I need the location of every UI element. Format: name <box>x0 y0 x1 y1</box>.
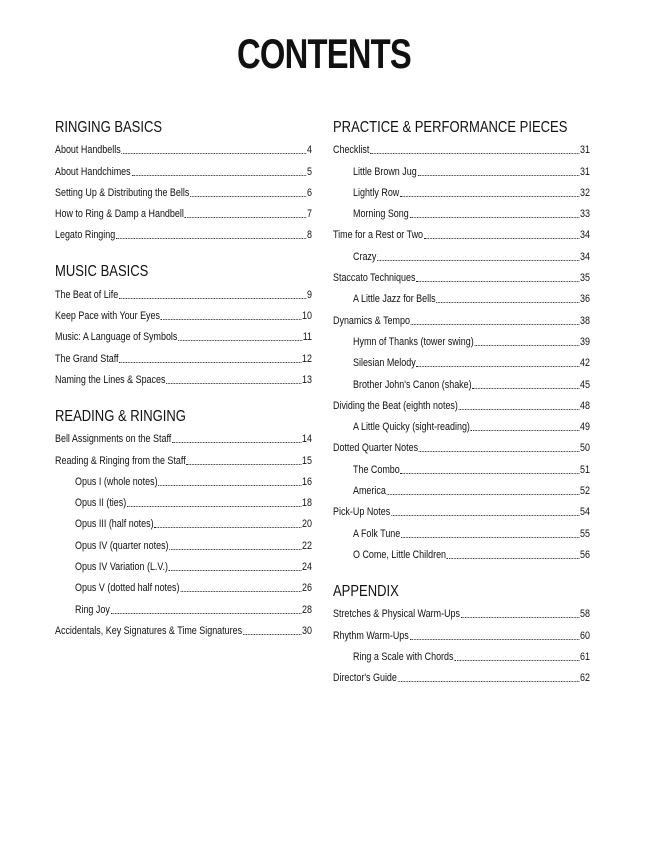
toc-entry[interactable] <box>333 203 590 224</box>
toc-entry-page: 13 <box>302 373 312 386</box>
toc-entry[interactable] <box>55 492 312 513</box>
dot-leader <box>154 527 301 528</box>
toc-entry[interactable] <box>55 182 312 203</box>
toc-entry-page: 31 <box>580 165 590 178</box>
toc-entry[interactable] <box>333 522 590 543</box>
toc-entry-label: Morning Song <box>353 208 409 221</box>
toc-entry-label: Rhythm Warm-Ups <box>333 629 409 642</box>
toc-entry-label: A Little Quicky (sight-reading) <box>353 421 470 434</box>
dot-leader <box>169 570 301 571</box>
dot-leader <box>387 494 580 495</box>
toc-entry-page: 56 <box>580 548 590 561</box>
toc-entry-label: Checklist <box>333 144 370 157</box>
toc-entry[interactable] <box>333 437 590 458</box>
dot-leader <box>180 591 301 592</box>
dot-leader <box>424 238 579 239</box>
toc-entry-label: Legato Ringing <box>55 229 116 242</box>
toc-entry-page: 24 <box>302 561 312 574</box>
dot-leader <box>411 324 580 325</box>
dot-leader <box>401 473 580 474</box>
toc-entry-label: Opus V (dotted half notes) <box>75 582 180 595</box>
dot-leader <box>475 345 580 346</box>
toc-entry-label: America <box>353 485 386 498</box>
toc-entry-label: About Handbells <box>55 144 121 157</box>
toc-entry[interactable] <box>333 603 590 624</box>
toc-entry-page: 34 <box>580 229 590 242</box>
dot-leader <box>119 298 306 299</box>
toc-entry-page: 10 <box>302 310 312 323</box>
toc-entry-label: Stretches & Physical Warm-Ups <box>333 608 460 621</box>
toc-entry-page: 11 <box>302 331 312 344</box>
toc-entry-page: 50 <box>580 442 590 455</box>
section-practice-performance-pieces <box>333 117 590 565</box>
toc-entry-page: 18 <box>302 497 312 510</box>
toc-entry[interactable] <box>333 544 590 565</box>
section-appendix <box>333 581 590 688</box>
toc-entry-page: 12 <box>302 352 312 365</box>
toc-entry-page: 48 <box>580 399 590 412</box>
toc-entry-page: 15 <box>302 454 312 467</box>
section-heading: READING & RINGING <box>55 407 186 425</box>
toc-entry-page: 62 <box>580 672 590 685</box>
toc-entry[interactable] <box>333 646 590 667</box>
toc-entry-label: Naming the Lines & Spaces <box>55 373 166 386</box>
dot-leader <box>116 238 306 239</box>
toc-entry-label: O Come, Little Children <box>353 548 447 561</box>
toc-entry[interactable] <box>333 224 590 245</box>
toc-entry-label: Staccato Techniques <box>333 272 416 285</box>
right-column <box>333 117 590 704</box>
toc-entry[interactable] <box>55 620 312 641</box>
toc-entry-page: 6 <box>307 186 312 199</box>
toc-entry-page: 51 <box>580 463 590 476</box>
toc-entry-label: Setting Up & Distributing the Bells <box>55 186 190 199</box>
toc-entry[interactable] <box>55 471 312 492</box>
toc-entry[interactable] <box>55 283 312 304</box>
dot-leader <box>398 681 580 682</box>
toc-entry[interactable] <box>333 395 590 416</box>
dot-leader <box>377 260 579 261</box>
dot-leader <box>119 362 301 363</box>
toc-entry-label: Music: A Language of Symbols <box>55 331 178 344</box>
toc-entry-page: 45 <box>580 378 590 391</box>
toc-entry-label: How to Ring & Damp a Handbell <box>55 208 184 221</box>
toc-entry-page: 58 <box>580 608 590 621</box>
toc-entry-page: 54 <box>580 506 590 519</box>
dot-leader <box>401 537 579 538</box>
dot-leader <box>190 196 306 197</box>
dot-leader <box>158 485 301 486</box>
toc-entry-label: Dotted Quarter Notes <box>333 442 419 455</box>
toc-entry-page: 20 <box>302 518 312 531</box>
toc-entry-label: Opus I (whole notes) <box>75 475 158 488</box>
dot-leader <box>370 153 579 154</box>
toc-entry-label: Little Brown Jug <box>353 165 417 178</box>
toc-entry-page: 9 <box>307 288 312 301</box>
dot-leader <box>166 383 301 384</box>
dot-leader <box>111 613 302 614</box>
dot-leader <box>131 175 306 176</box>
toc-entry-page: 55 <box>580 527 590 540</box>
toc-entry[interactable] <box>55 577 312 598</box>
dot-leader <box>161 319 301 320</box>
toc-entry[interactable] <box>55 305 312 326</box>
toc-entry-label: Reading & Ringing from the Staff <box>55 454 186 467</box>
toc-entry-page: 30 <box>302 624 312 637</box>
toc-entry-label: Lightly Row <box>353 186 400 199</box>
dot-leader <box>472 388 579 389</box>
toc-entry-label: The Beat of Life <box>55 288 119 301</box>
toc-entry-label: About Handchimes <box>55 165 131 178</box>
toc-entry-page: 61 <box>580 650 590 663</box>
toc-entry-label: Opus II (ties) <box>75 497 127 510</box>
toc-entry[interactable] <box>333 288 590 309</box>
toc-entry-page: 52 <box>580 485 590 498</box>
toc-entry-label: Time for a Rest or Two <box>333 229 424 242</box>
dot-leader <box>391 515 579 516</box>
dot-leader <box>454 660 579 661</box>
dot-leader <box>127 506 301 507</box>
toc-entry-page: 22 <box>302 539 312 552</box>
toc-entry-label: Opus IV Variation (L.V.) <box>75 561 169 574</box>
toc-entry[interactable] <box>333 373 590 394</box>
section-reading-ringing <box>55 406 312 641</box>
toc-entry[interactable] <box>333 267 590 288</box>
toc-entry-page: 35 <box>580 272 590 285</box>
toc-entry-page: 28 <box>302 603 312 616</box>
toc-entry[interactable] <box>55 556 312 577</box>
toc-entry-page: 60 <box>580 629 590 642</box>
toc-entry-label: Crazy <box>353 250 377 263</box>
toc-entry-label: Dynamics & Tempo <box>333 314 410 327</box>
toc-entry[interactable] <box>333 352 590 373</box>
toc-entry-page: 14 <box>302 433 312 446</box>
dot-leader <box>447 558 579 559</box>
dot-leader <box>419 451 579 452</box>
toc-entry[interactable] <box>55 449 312 470</box>
toc-entry[interactable] <box>333 309 590 330</box>
toc-entry-page: 5 <box>307 165 312 178</box>
dot-leader <box>169 549 301 550</box>
toc-entry[interactable] <box>55 347 312 368</box>
toc-entry-page: 38 <box>580 314 590 327</box>
toc-entry-page: 36 <box>580 293 590 306</box>
toc-entry-label: Bell Assignments on the Staff <box>55 433 172 446</box>
toc-entry-label: Opus III (half notes) <box>75 518 154 531</box>
toc-entry-page: 42 <box>580 357 590 370</box>
toc-entry-page: 33 <box>580 208 590 221</box>
left-column <box>55 117 312 657</box>
toc-entry-label: Brother John's Canon (shake) <box>353 378 472 391</box>
dot-leader <box>461 617 579 618</box>
toc-entry-label: Dividing the Beat (eighth notes) <box>333 399 458 412</box>
toc-entry-label: Pick-Up Notes <box>333 506 391 519</box>
toc-entry[interactable] <box>333 480 590 501</box>
toc-entry[interactable] <box>55 369 312 390</box>
toc-entry[interactable] <box>55 598 312 619</box>
section-heading: RINGING BASICS <box>55 119 163 136</box>
toc-entry-label: A Folk Tune <box>353 527 401 540</box>
toc-entry[interactable] <box>333 416 590 437</box>
dot-leader <box>185 217 307 218</box>
toc-entry[interactable] <box>55 326 312 347</box>
toc-entry[interactable] <box>333 667 590 688</box>
dot-leader <box>186 464 301 465</box>
toc-entry[interactable] <box>55 139 312 160</box>
section-heading: MUSIC BASICS <box>55 263 149 281</box>
dot-leader <box>417 175 579 176</box>
toc-entry[interactable] <box>55 428 312 449</box>
toc-entry-label: A Little Jazz for Bells <box>353 293 436 306</box>
dot-leader <box>400 196 579 197</box>
toc-entry-label: Silesian Melody <box>353 357 416 370</box>
toc-entry[interactable] <box>333 501 590 522</box>
toc-entry-page: 8 <box>307 229 312 242</box>
section-music-basics <box>55 261 312 389</box>
toc-entry-label: Opus IV (quarter notes) <box>75 539 169 552</box>
toc-entry[interactable] <box>55 513 312 534</box>
toc-entry-page: 26 <box>302 582 312 595</box>
dot-leader <box>121 153 306 154</box>
dot-leader <box>416 366 579 367</box>
dot-leader <box>178 340 302 341</box>
toc-entry-label: Accidentals, Key Signatures & Time Signatures <box>55 624 243 637</box>
toc-entry[interactable] <box>333 458 590 479</box>
toc-entry-page: 49 <box>580 421 590 434</box>
toc-entry[interactable] <box>55 534 312 555</box>
section-heading: APPENDIX <box>333 582 399 600</box>
toc-entry-label: The Grand Staff <box>55 352 119 365</box>
toc-entry[interactable] <box>55 224 312 245</box>
section-ringing-basics <box>55 117 312 245</box>
toc-entry-label: The Combo <box>353 463 400 476</box>
dot-leader <box>172 442 301 443</box>
toc-entry[interactable] <box>333 245 590 266</box>
page-title: CONTENTS <box>237 30 411 77</box>
toc-entry[interactable] <box>333 160 590 181</box>
dot-leader <box>471 430 580 431</box>
toc-entry-page: 4 <box>307 144 312 157</box>
toc-entry[interactable] <box>333 139 590 160</box>
toc-entry-page: 32 <box>580 186 590 199</box>
toc-entry[interactable] <box>333 624 590 645</box>
toc-entry-page: 39 <box>580 335 590 348</box>
toc-entry-page: 16 <box>302 475 312 488</box>
dot-leader <box>416 281 579 282</box>
dot-leader <box>410 639 580 640</box>
toc-entry[interactable] <box>55 160 312 181</box>
toc-entry-page: 31 <box>580 144 590 157</box>
toc-entry-label: Ring Joy <box>75 603 110 616</box>
toc-entry[interactable] <box>55 203 312 224</box>
toc-entry-label: Keep Pace with Your Eyes <box>55 310 160 323</box>
dot-leader <box>243 634 301 635</box>
dot-leader <box>459 409 580 410</box>
toc-entry-page: 34 <box>580 250 590 263</box>
section-heading: PRACTICE & PERFORMANCE PIECES <box>333 119 568 136</box>
toc-entry[interactable] <box>333 331 590 352</box>
dot-leader <box>410 217 580 218</box>
toc-entry-label: Hymn of Thanks (tower swing) <box>353 335 474 348</box>
dot-leader <box>436 302 579 303</box>
toc-entry[interactable] <box>333 182 590 203</box>
toc-entry-label: Ring a Scale with Chords <box>353 650 454 663</box>
toc-entry-page: 7 <box>307 208 312 221</box>
toc-entry-label: Director's Guide <box>333 672 397 685</box>
